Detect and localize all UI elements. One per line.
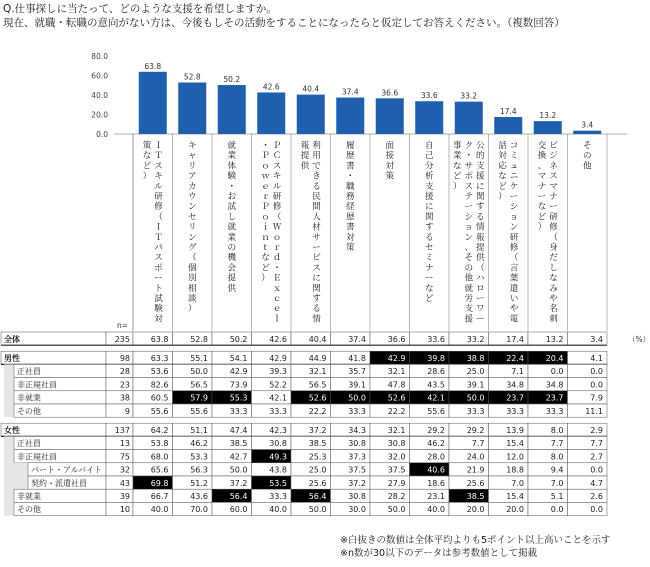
cell-value: 40.0	[427, 505, 445, 515]
n-value: 28	[119, 367, 130, 377]
cell-value: 28.0	[427, 452, 445, 462]
row-label: 正社員	[17, 439, 41, 449]
cell-value: 40.0	[150, 505, 169, 515]
cell-value: 37.5	[348, 465, 366, 475]
bar-value-label: 13.2	[539, 111, 557, 121]
cell-value: 30.8	[269, 439, 287, 449]
category-label: 履歴書・職務経歴書対策	[345, 141, 355, 253]
n-value: 137	[114, 426, 130, 435]
cell-value: 35.7	[348, 367, 366, 377]
cell-value: 46.2	[190, 439, 208, 449]
indent-cell	[4, 378, 14, 391]
cell-value: 50.0	[229, 465, 248, 475]
cell-value: 0.0	[550, 367, 564, 377]
cell-value: 30.8	[348, 439, 366, 449]
bar	[415, 101, 443, 134]
note-highlight: ※白抜きの数値は全体平均よりも5ポイント以上高いことを示す	[340, 535, 611, 546]
cell-value: 25.6	[466, 478, 485, 488]
cell-value: 55.6	[190, 406, 208, 416]
cell-value: 42.1	[427, 393, 445, 403]
cell-value: 22.2	[387, 406, 406, 416]
category-label: キャリアカウンセリング（個別相談）	[187, 141, 197, 315]
bar-value-label: 52.8	[183, 72, 201, 82]
cell-value: 56.5	[190, 380, 208, 390]
unit-label: （%）	[628, 335, 650, 344]
cell-value: 37.2	[308, 426, 327, 435]
cell-value: 0.0	[550, 505, 564, 515]
cell-value: 25.6	[308, 478, 327, 488]
cell-value: 2.7	[590, 452, 603, 462]
cell-value: 37.2	[229, 478, 248, 488]
cell-value: 52.2	[269, 380, 287, 390]
category-label: 面接対策	[385, 141, 395, 182]
cell-value: 50.0	[387, 505, 406, 515]
cell-value: 49.3	[269, 452, 287, 462]
bar-value-label: 40.4	[302, 84, 320, 94]
n-value: 23	[119, 380, 130, 390]
cell-value: 73.9	[229, 380, 248, 390]
cell-value: 43.5	[427, 380, 445, 390]
cell-value: 7.1	[511, 367, 524, 377]
cell-value: 7.7	[471, 439, 485, 449]
cell-value: 52.8	[190, 334, 208, 344]
cell-value: 23.7	[545, 393, 564, 403]
cell-value: 7.0	[550, 478, 564, 488]
category-label: ビジネスマナー研修（身だしなみや名刺交換、マナーなど）	[537, 141, 558, 325]
cell-value: 22.2	[308, 406, 327, 416]
cell-value: 38.5	[308, 439, 327, 449]
cell-value: 7.9	[590, 393, 603, 403]
cell-value: 53.3	[190, 452, 208, 462]
cell-value: 50.2	[229, 334, 248, 344]
cell-value: 40.4	[308, 334, 327, 344]
cell-value: 2.6	[590, 492, 603, 501]
cell-value: 57.9	[190, 393, 208, 403]
bar-value-label: 37.4	[341, 87, 359, 97]
cell-value: 0.0	[590, 367, 603, 377]
cell-value: 5.1	[550, 492, 564, 501]
cell-value: 32.0	[387, 452, 406, 462]
bar-value-label: 33.2	[460, 91, 478, 101]
cell-value: 15.4	[506, 439, 524, 449]
cell-value: 51.2	[190, 478, 208, 488]
cell-value: 63.3	[150, 354, 169, 363]
cell-value: 37.2	[348, 478, 366, 488]
cell-value: 39.8	[427, 354, 445, 363]
cell-value: 34.8	[506, 380, 524, 390]
cell-value: 50.0	[308, 505, 327, 515]
cell-value: 43.6	[190, 492, 208, 501]
bar	[573, 131, 601, 134]
category-label: ＰＣスキル研修（Ｗｏｒｄ・Ｅｘｃｅｌ・ＰｏｗｅｒＰｏｉｎｔなど）	[261, 141, 282, 325]
cell-value: 38.5	[466, 492, 485, 501]
cell-value: 33.3	[348, 406, 366, 416]
row-label: 契約・派遣社員	[31, 478, 87, 488]
cell-value: 56.3	[190, 465, 208, 475]
row-label: 非就業	[17, 492, 41, 501]
cell-value: 29.2	[466, 426, 485, 435]
cell-value: 30.8	[387, 439, 406, 449]
cell-value: 38.5	[229, 439, 248, 449]
cell-value: 36.6	[387, 334, 406, 344]
cell-value: 44.9	[308, 354, 327, 363]
cell-value: 70.0	[190, 505, 208, 515]
note-small-sample: ※n数が30以下のデータは参考数値として掲載	[340, 548, 538, 559]
indent-cell	[4, 404, 14, 417]
cell-value: 8.0	[550, 452, 564, 462]
cell-value: 20.0	[466, 505, 485, 515]
bar-value-label: 50.2	[223, 75, 241, 85]
cell-value: 33.3	[466, 406, 485, 416]
cell-value: 68.0	[150, 452, 169, 462]
cell-value: 33.3	[229, 406, 248, 416]
cell-value: 51.1	[190, 426, 208, 435]
bar-value-label: 3.4	[581, 120, 594, 130]
bar-value-label: 33.6	[420, 91, 438, 101]
cell-value: 18.8	[506, 465, 524, 475]
cell-value: 66.7	[150, 492, 169, 501]
cell-value: 37.4	[348, 334, 366, 344]
n-value: 32	[119, 465, 130, 475]
cell-value: 34.3	[348, 426, 366, 435]
cell-value: 25.3	[308, 452, 327, 462]
cell-value: 33.3	[269, 406, 287, 416]
cell-value: 42.1	[269, 393, 287, 403]
cell-value: 12.0	[506, 452, 524, 462]
cell-value: 32.1	[387, 426, 406, 435]
cell-value: 29.2	[427, 426, 445, 435]
cell-value: 52.6	[387, 393, 406, 403]
cell-value: 33.2	[466, 334, 485, 344]
cell-value: 60.0	[229, 505, 248, 515]
cell-value: 39.1	[466, 380, 485, 390]
indent-cell	[4, 436, 14, 449]
cell-value: 23.1	[427, 492, 445, 501]
row-label: 正社員	[17, 367, 41, 377]
bar	[534, 121, 562, 134]
cell-value: 47.4	[229, 426, 248, 435]
cell-value: 50.0	[348, 393, 366, 403]
cell-value: 56.4	[308, 492, 327, 501]
cell-value: 38.8	[466, 354, 485, 363]
n-value: 38	[119, 393, 130, 403]
cell-value: 65.6	[150, 465, 169, 475]
cell-value: 25.0	[308, 465, 327, 475]
cell-value: 42.3	[269, 426, 287, 435]
cell-value: 23.7	[506, 393, 524, 403]
cell-value: 43.8	[269, 465, 287, 475]
cell-value: 13.2	[545, 334, 564, 344]
bar-value-label: 42.6	[262, 82, 280, 92]
cell-value: 41.8	[348, 354, 366, 363]
cell-value: 64.2	[150, 426, 169, 435]
cell-value: 33.3	[506, 406, 524, 416]
cell-value: 56.5	[308, 380, 327, 390]
cell-value: 50.0	[466, 393, 485, 403]
cell-value: 0.0	[590, 465, 603, 475]
cell-value: 32.1	[308, 367, 327, 377]
indent-cell	[4, 502, 14, 515]
cell-value: 34.8	[545, 380, 564, 390]
cell-value: 4.1	[590, 354, 603, 363]
cell-value: 47.8	[387, 380, 406, 390]
cell-value: 46.2	[427, 439, 445, 449]
cell-value: 39.1	[348, 380, 366, 390]
cell-value: 42.7	[229, 452, 248, 462]
n-value: 43	[119, 478, 130, 488]
row-label: 男性	[4, 354, 20, 363]
cell-value: 33.3	[545, 406, 564, 416]
n-value: 235	[114, 334, 130, 344]
cell-value: 25.0	[466, 367, 485, 377]
cell-value: 22.4	[506, 354, 524, 363]
cell-value: 37.5	[387, 465, 406, 475]
category-label: ＩＴスキル研修（ＩＴパスポート試験対策など）	[142, 141, 163, 325]
bar-value-label: 17.4	[499, 107, 517, 117]
indent-cell	[4, 391, 14, 404]
y-tick-label: 40.0	[91, 91, 108, 100]
category-label: 自己分析支援に関するセミナーなど	[424, 141, 434, 304]
category-label: その他	[582, 141, 592, 172]
cell-value: 42.9	[387, 354, 406, 363]
cell-value: 7.0	[511, 478, 524, 488]
row-label: 女性	[4, 426, 20, 435]
cell-value: 7.7	[590, 439, 603, 449]
question-line-2: 現在、就職・転職の意向がない方は、今後もしその活動をすることになったらと仮定してお答えください。（複数回答）	[3, 17, 565, 29]
n-value: 75	[119, 452, 130, 462]
row-label: その他	[17, 505, 41, 515]
row-label: 非正規社員	[17, 452, 57, 462]
cell-value: 15.4	[506, 492, 524, 501]
category-label: 就業体験・お試し就業の機会提供	[227, 141, 237, 294]
question-line-1: Q.仕事探しに当たって、どのような支援を希望しますか。	[3, 3, 277, 15]
cell-value: 60.5	[150, 393, 169, 403]
cell-value: 11.1	[585, 406, 603, 416]
indent-cell	[4, 364, 14, 377]
cell-value: 20.0	[506, 505, 524, 515]
cell-value: 7.7	[550, 439, 564, 449]
y-tick-label: 60.0	[91, 71, 108, 81]
indent-cell	[4, 450, 14, 463]
y-tick-label: 80.0	[91, 52, 108, 61]
cell-value: 55.3	[229, 393, 248, 403]
indent-cell	[4, 463, 28, 476]
bar	[139, 72, 167, 134]
cell-value: 50.0	[190, 367, 208, 377]
cell-value: 28.2	[387, 492, 406, 501]
cell-value: 33.3	[269, 492, 287, 501]
cell-value: 53.6	[150, 367, 169, 377]
cell-value: 39.3	[269, 367, 287, 377]
cell-value: 8.0	[550, 426, 564, 435]
cell-value: 0.0	[590, 505, 603, 515]
cell-value: 9.4	[550, 465, 564, 475]
indent-cell	[4, 489, 14, 502]
y-tick-label: 20.0	[91, 110, 108, 120]
bar-value-label: 63.8	[144, 61, 162, 71]
cell-value: 55.6	[150, 406, 169, 416]
cell-value: 42.9	[229, 367, 248, 377]
category-label: 公的支援に関する情報提供（ハローワーク・サポステーション、その他就労支援事業など）	[452, 141, 485, 325]
indent-cell	[4, 476, 28, 489]
category-label: コミュニケーション研修（言葉遣いや電話対応など）	[498, 141, 519, 325]
cell-value: 37.3	[348, 452, 366, 462]
bar-value-label: 36.6	[381, 88, 399, 98]
n-value: 13	[119, 439, 130, 449]
bar	[455, 102, 483, 134]
n-value: 39	[119, 492, 130, 501]
bar	[336, 98, 364, 134]
cell-value: 28.6	[427, 367, 445, 377]
row-label: 全体	[4, 334, 20, 344]
cell-value: 40.6	[427, 465, 445, 475]
cell-value: 55.1	[190, 354, 208, 363]
row-label: パート・アルバイト	[31, 465, 103, 475]
cell-value: 2.9	[590, 426, 603, 435]
cell-value: 42.6	[269, 334, 287, 344]
cell-value: 24.0	[466, 452, 485, 462]
cell-value: 55.6	[427, 406, 445, 416]
cell-value: 30.8	[348, 492, 366, 501]
cell-value: 30.0	[348, 505, 366, 515]
cell-value: 56.4	[229, 492, 248, 501]
category-label: 利用できる民間人材サービスに関する情報提供	[300, 141, 321, 325]
row-label: 非正規社員	[17, 380, 57, 390]
bar	[178, 83, 206, 134]
n-value: 98	[119, 354, 130, 363]
cell-value: 0.0	[590, 380, 603, 390]
cell-value: 32.1	[387, 367, 406, 377]
n-value: 10	[119, 505, 130, 515]
y-tick-label: 0.0	[96, 130, 108, 139]
cell-value: 27.9	[387, 478, 406, 488]
row-label: その他	[17, 406, 41, 416]
bar	[297, 95, 325, 134]
n-label: n=	[116, 321, 128, 330]
cell-value: 4.7	[590, 478, 603, 488]
cell-value: 63.8	[150, 334, 169, 344]
bar	[218, 85, 246, 134]
cell-value: 42.9	[269, 354, 287, 363]
cell-value: 18.6	[427, 478, 445, 488]
cell-value: 52.6	[308, 393, 327, 403]
cell-value: 53.8	[150, 439, 169, 449]
bar	[257, 92, 285, 134]
cell-value: 53.5	[269, 478, 287, 488]
bar	[494, 117, 522, 134]
cell-value: 69.8	[150, 478, 169, 488]
cell-value: 13.9	[506, 426, 524, 435]
n-value: 9	[124, 406, 130, 416]
cell-value: 33.6	[427, 334, 445, 344]
cell-value: 20.4	[545, 354, 564, 363]
cell-value: 54.1	[229, 354, 248, 363]
bar	[376, 98, 404, 134]
cell-value: 21.9	[466, 465, 485, 475]
cell-value: 3.4	[590, 334, 603, 344]
cell-value: 82.6	[150, 380, 169, 390]
cell-value: 17.4	[506, 334, 524, 344]
cell-value: 40.0	[269, 505, 287, 515]
row-label: 非就業	[17, 393, 41, 403]
